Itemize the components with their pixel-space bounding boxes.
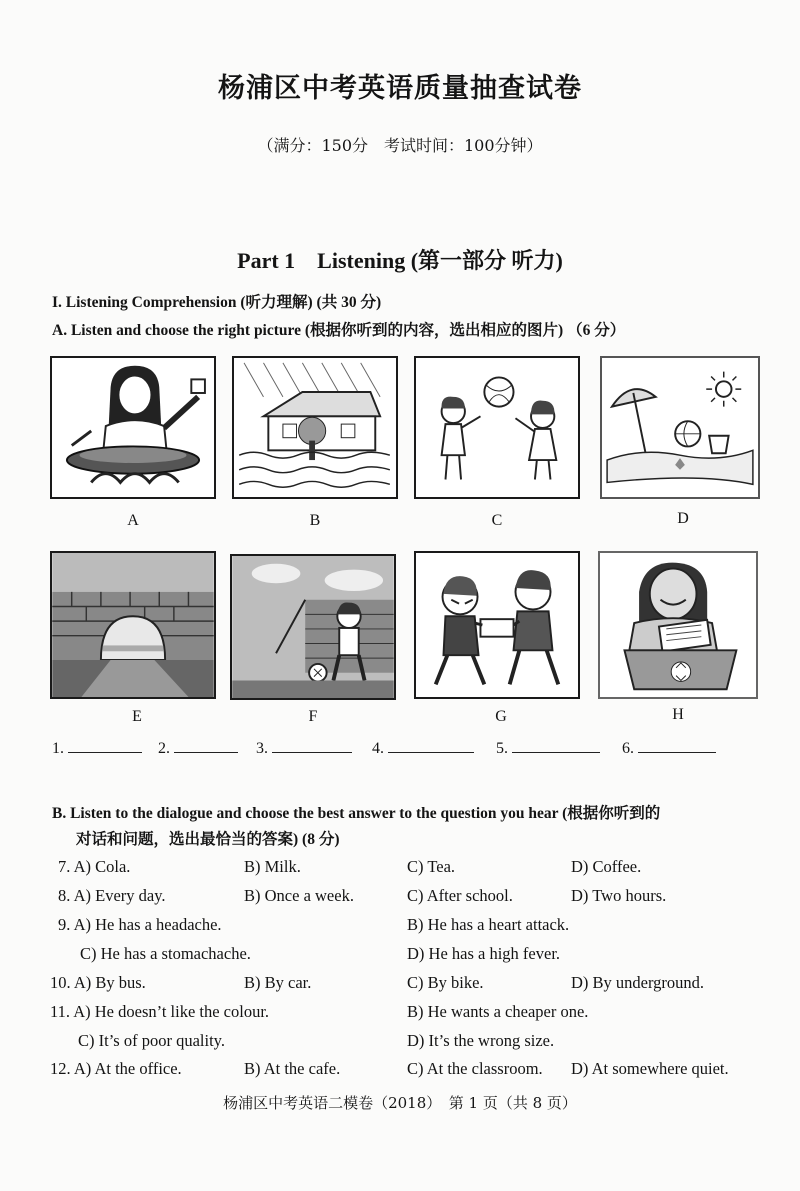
option-a: A) By bus.	[73, 973, 146, 992]
question-number: 9.	[58, 915, 71, 934]
question-10-option-c: C) By bike.	[407, 973, 484, 992]
question-number: 7.	[58, 857, 71, 876]
question-12-option-b: B) At the cafe.	[244, 1059, 341, 1078]
picture-f-sad-boy	[230, 554, 396, 700]
picture-e-stone-bridge	[50, 551, 216, 699]
question-10	[50, 973, 146, 993]
answer-number: 3.	[256, 740, 268, 757]
question-11	[50, 1002, 269, 1022]
question-10-option-d: D) By underground.	[571, 973, 705, 992]
section-i-heading: I. Listening Comprehension (听力理解) (共 30 分)	[52, 294, 382, 311]
picture-label-f: F	[308, 708, 318, 725]
question-8-option-b: B) Once a week.	[244, 886, 354, 905]
answer-blank-6[interactable]	[622, 738, 716, 758]
question-8	[58, 886, 166, 906]
question-9-option-c: C) He has a stomachache.	[80, 944, 251, 963]
picture-d-beach	[600, 356, 760, 499]
answer-number: 6.	[622, 740, 634, 757]
option-a: A) At the office.	[73, 1059, 182, 1078]
picture-label-a: A	[127, 512, 139, 529]
picture-label-d: D	[677, 510, 689, 527]
option-a: A) Cola.	[73, 857, 131, 876]
answer-blank-2[interactable]	[158, 738, 238, 758]
question-11-option-b: B) He wants a cheaper one.	[407, 1002, 589, 1021]
answer-blank-1[interactable]	[52, 738, 142, 758]
picture-g-boys-fighting	[414, 551, 580, 699]
picture-label-c: C	[491, 512, 503, 529]
question-7-option-b: B) Milk.	[244, 857, 301, 876]
picture-a-cooking	[50, 356, 216, 499]
question-number: 11.	[50, 1002, 71, 1021]
question-7-option-d: D) Coffee.	[571, 857, 642, 876]
question-number: 12.	[50, 1059, 71, 1078]
question-7	[58, 857, 130, 877]
picture-h-recycling	[598, 551, 758, 699]
picture-label-g: G	[495, 708, 507, 725]
answer-number: 1.	[52, 740, 64, 757]
answer-blank-4[interactable]	[372, 738, 474, 758]
option-a: A) Every day.	[73, 886, 166, 905]
answer-blank-3[interactable]	[256, 738, 352, 758]
question-12-option-d: D) At somewhere quiet.	[571, 1059, 729, 1078]
exam-title: 杨浦区中考英语质量抽查试卷	[218, 73, 582, 104]
question-number: 8.	[58, 886, 71, 905]
answer-number: 5.	[496, 740, 508, 757]
part-heading: Part 1 Listening (第一部分 听力)	[237, 248, 563, 273]
question-7-option-c: C) Tea.	[407, 857, 456, 876]
page-footer: 杨浦区中考英语二模卷（2018） 第 1 页（共 8 页）	[223, 1094, 577, 1112]
question-9	[58, 915, 222, 935]
option-a: A) He doesn’t like the colour.	[73, 1002, 270, 1021]
picture-c-ball-game	[414, 356, 580, 499]
question-8-option-c: C) After school.	[407, 886, 513, 905]
section-a-heading: A. Listen and choose the right picture (根据你听到的内容，选出相应的图片) （6 分）	[52, 322, 626, 339]
question-10-option-b: B) By car.	[244, 973, 312, 992]
answer-number: 4.	[372, 740, 384, 757]
picture-label-e: E	[132, 708, 142, 725]
question-8-option-d: D) Two hours.	[571, 886, 667, 905]
exam-subtitle: （满分：150分 考试时间：100分钟）	[257, 136, 543, 155]
question-12-option-c: C) At the classroom.	[407, 1059, 543, 1078]
question-9-option-b: B) He has a heart attack.	[407, 915, 570, 934]
answer-number: 2.	[158, 740, 170, 757]
question-11-option-d: D) It’s the wrong size.	[407, 1031, 555, 1050]
section-b-heading-continued: 对话和问题，选出最恰当的答案) (8 分)	[76, 831, 340, 848]
question-11-option-c: C) It’s of poor quality.	[78, 1031, 225, 1050]
section-b-heading: B. Listen to the dialogue and choose the best answer to the question you hear (根据你听到的	[52, 805, 661, 822]
picture-label-h: H	[672, 706, 684, 723]
question-number: 10.	[50, 973, 71, 992]
question-12	[50, 1059, 182, 1079]
answer-blank-5[interactable]	[496, 738, 600, 758]
question-9-option-d: D) He has a high fever.	[407, 944, 561, 963]
picture-b-flood	[232, 356, 398, 499]
picture-label-b: B	[309, 512, 321, 529]
option-a: A) He has a headache.	[73, 915, 222, 934]
answer-blanks	[52, 738, 752, 764]
